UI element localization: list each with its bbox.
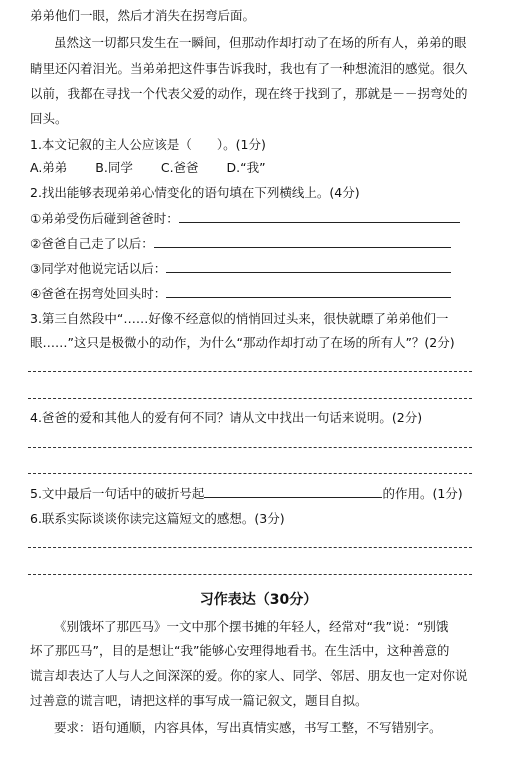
answer-line[interactable] — [28, 547, 472, 548]
passage-line-4: 以前，我都在寻找一个代表父爱的动作，现在终于找到了，那就是－－拐弯处的 — [30, 86, 468, 101]
answer-blank-1[interactable] — [179, 210, 460, 223]
answer-line[interactable] — [28, 447, 472, 448]
answer-blank-5[interactable] — [204, 485, 382, 498]
question-5-after: 的作用。(1分) — [382, 486, 463, 501]
item-3-label: ③同学对他说完话以后： — [30, 261, 167, 276]
composition-line-4: 过善意的谎言吧，请把这样的事写成一篇记叙文，题目自拟。 — [30, 693, 368, 708]
option-d[interactable]: D.“我” — [226, 160, 266, 175]
option-b[interactable]: B.同学 — [95, 160, 133, 175]
question-5 — [30, 485, 463, 502]
option-c[interactable]: C.爸爸 — [160, 160, 199, 175]
answer-line[interactable] — [28, 398, 472, 399]
item-1-label: ①弟弟受伤后碰到爸爸时： — [30, 211, 179, 226]
answer-blank-2[interactable] — [154, 235, 451, 248]
composition-requirements: 要求：语句通顺，内容具体，写出真情实感，书写工整，不写错别字。 — [54, 720, 442, 735]
question-2-item-2 — [30, 235, 451, 252]
passage-line-2: 虽然这一切都只发生在一瞬间，但那动作却打动了在场的所有人，弟弟的眼 — [54, 35, 467, 50]
section-title: 习作表达（30分） — [199, 592, 318, 608]
composition-line-1: 《别饿坏了那匹马》一文中那个摆书摊的年轻人，经常对“我”说：“别饿 — [54, 619, 449, 634]
question-2-item-4 — [30, 285, 451, 302]
question-2-item-1 — [30, 210, 460, 227]
composition-line-2: 坏了那匹马”，目的是想让“我”能够心安理得地看书。在生活中，这种善意的 — [30, 643, 450, 658]
question-4-stem: 4.爸爸的爱和其他人的爱有何不同？请从文中找出一句话来说明。(2分) — [30, 410, 423, 425]
answer-line[interactable] — [28, 574, 472, 575]
item-4-label: ④爸爸在拐弯处回头时： — [30, 286, 167, 301]
passage-line-3: 睛里还闪着泪光。当弟弟把这件事告诉我时，我也有了一种想流泪的感觉。很久 — [30, 61, 468, 76]
passage-line-1: 弟弟他们一眼，然后才消失在拐弯后面。 — [30, 8, 256, 23]
question-3-line-1: 3.第三自然段中“……好像不经意似的悄悄回过头来，很快就瞟了弟弟他们一 — [30, 311, 449, 326]
question-2-item-3 — [30, 260, 451, 277]
question-1-stem: 1.本文记叙的主人公应该是（ ）。(1分) — [30, 137, 266, 152]
composition-line-3: 谎言却表达了人与人之间深深的爱。你的家人、同学、邻居、朋友也一定对你说 — [30, 668, 468, 683]
question-6-stem: 6.联系实际谈谈你读完这篇短文的感想。(3分) — [30, 511, 285, 526]
question-5-before: 5.文中最后一句话中的破折号起 — [30, 486, 205, 501]
answer-line[interactable] — [28, 371, 472, 372]
item-2-label: ②爸爸自己走了以后： — [30, 236, 154, 251]
option-a[interactable]: A.弟弟 — [30, 160, 68, 175]
question-1-options — [30, 160, 266, 176]
question-2-stem: 2.找出能够表现弟弟心情变化的语句填在下列横线上。(4分) — [30, 185, 360, 200]
answer-blank-3[interactable] — [166, 260, 451, 273]
answer-line[interactable] — [28, 473, 472, 474]
question-3-line-2: 眼……”这只是极微小的动作，为什么“那动作却打动了在场的所有人”？(2分) — [30, 335, 455, 350]
passage-line-5: 回头。 — [30, 111, 68, 126]
answer-blank-4[interactable] — [166, 285, 451, 298]
